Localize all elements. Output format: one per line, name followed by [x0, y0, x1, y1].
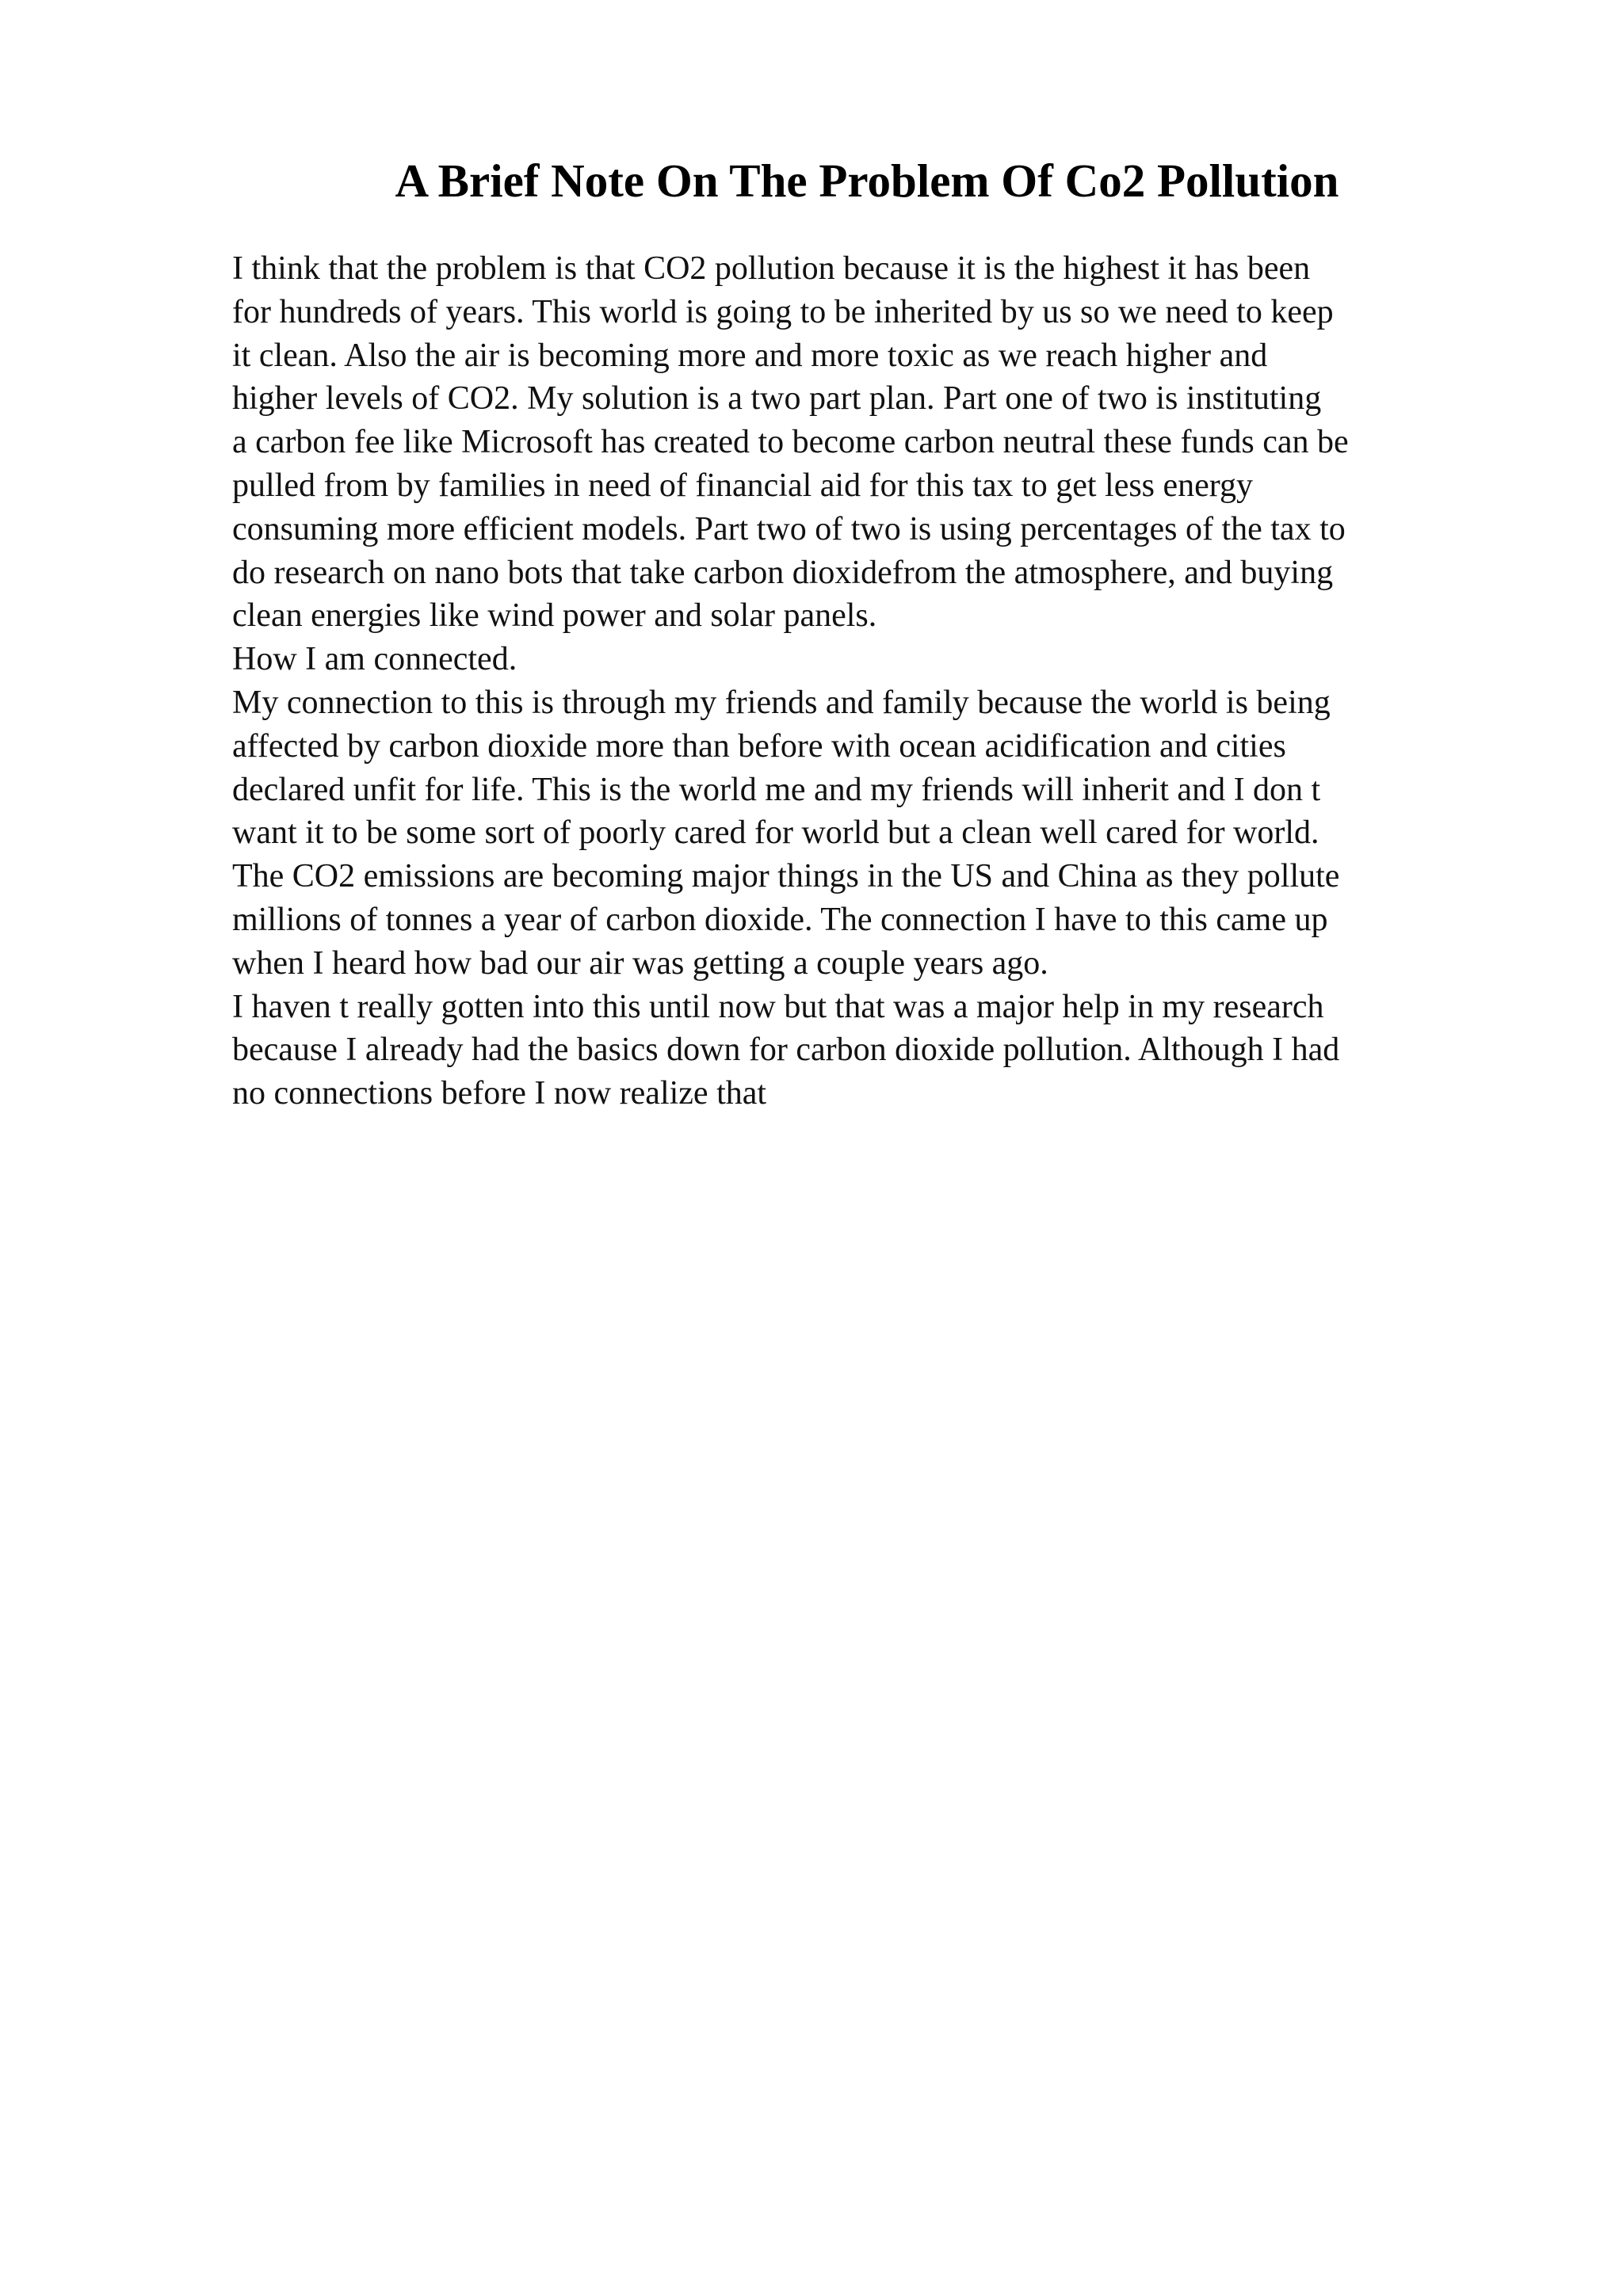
document-title: A Brief Note On The Problem Of Co2 Pollution — [395, 154, 1339, 207]
body-line: I haven t really gotten into this until now but that was a major help in my research — [232, 988, 1324, 1025]
body-line: clean energies like wind power and solar panels. — [232, 597, 877, 635]
body-line: because I already had the basics down for carbon dioxide pollution. Although I had — [232, 1032, 1340, 1069]
body-line: I think that the problem is that CO2 pollution because it is the highest it has been — [232, 250, 1311, 287]
body-line: consuming more efficient models. Part two of two is using percentages of the tax to — [232, 510, 1346, 547]
body-line: The CO2 emissions are becoming major things in the US and China as they pollute — [232, 858, 1340, 895]
body-line: pulled from by families in need of financial aid for this tax to get less energy — [232, 467, 1254, 504]
body-line: affected by carbon dioxide more than before with ocean acidification and cities — [232, 727, 1286, 765]
section-heading-how-connected: How I am connected. — [232, 641, 517, 678]
body-line: when I heard how bad our air was getting a couple years ago. — [232, 944, 1048, 982]
body-line: for hundreds of years. This world is going to be inherited by us so we need to keep — [232, 293, 1334, 330]
document-body — [232, 247, 1492, 1116]
body-line: do research on nano bots that take carbon dioxidefrom the atmosphere, and buying — [232, 554, 1334, 591]
body-line: no connections before I now realize that — [232, 1075, 767, 1112]
body-line: a carbon fee like Microsoft has created to become carbon neutral these funds can be — [232, 424, 1349, 461]
body-line: want it to be some sort of poorly cared for world but a clean well cared for world. — [232, 814, 1319, 852]
body-line: My connection to this is through my friends and family because the world is being — [232, 684, 1331, 721]
body-line: declared unfit for life. This is the world me and my friends will inherit and I don t — [232, 771, 1321, 808]
body-line: it clean. Also the air is becoming more and more toxic as we reach higher and — [232, 337, 1268, 374]
body-line: millions of tonnes a year of carbon dioxide. The connection I have to this came up — [232, 901, 1328, 938]
body-line: higher levels of CO2. My solution is a two part plan. Part one of two is instituting — [232, 380, 1322, 418]
